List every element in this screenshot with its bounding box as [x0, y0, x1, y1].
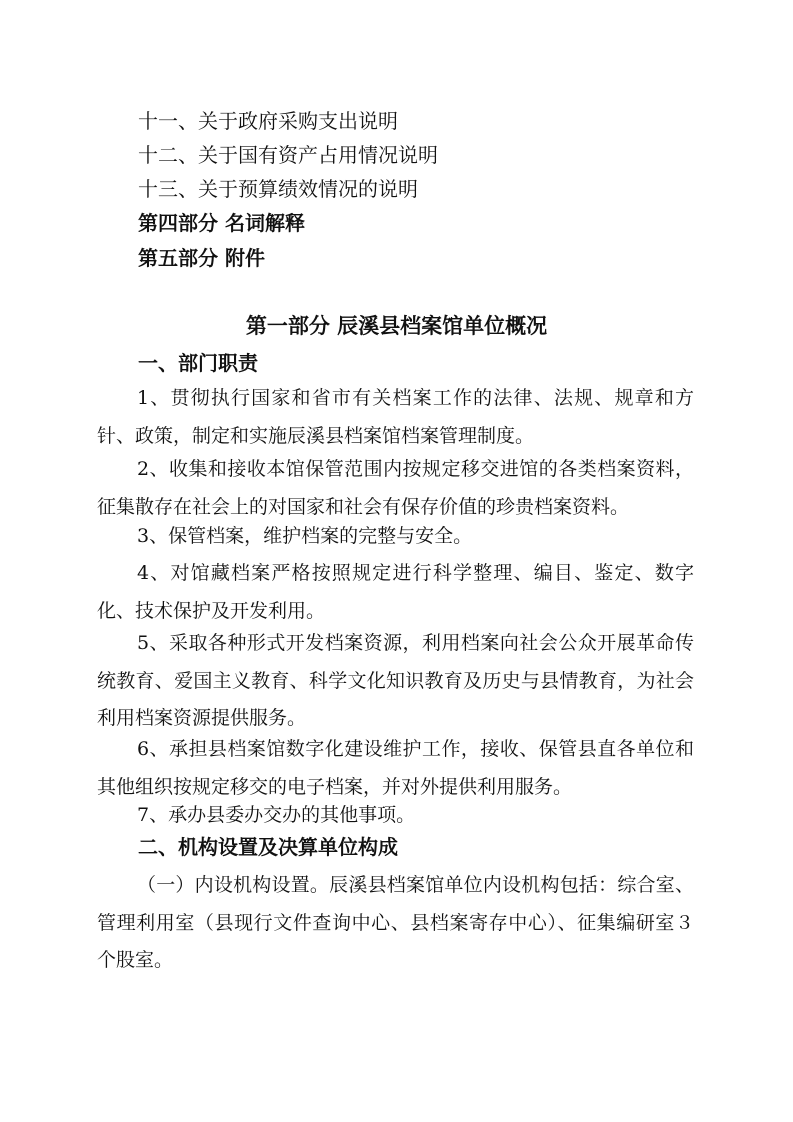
organization-paragraph: （一）内设机构设置。辰溪县档案馆单位内设机构包括：综合室、管理利用室（县现行文件查询中心、县档案寄存中心）、征集编研室３个股室。 [97, 874, 694, 971]
duty-item-7: 7、承办县委办交办的其他事项。 [137, 804, 416, 826]
toc-item-11: 十一、关于政府采购支出说明 [138, 109, 398, 133]
duty-item-5: 5、采取各种形式开发档案资源，利用档案向社会公众开展革命传统教育、爱国主义教育、科学文化知识教育及历史与县情教育，为社会利用档案资源提供服务。 [97, 632, 694, 729]
section-heading-duties: 一、部门职责 [138, 351, 258, 375]
duty-item-4: 4、对馆藏档案严格按照规定进行科学整理、编目、鉴定、数字化、技术保护及开发利用。 [97, 562, 694, 622]
section-heading-organization: 二、机构设置及决算单位构成 [138, 835, 398, 859]
toc-item-12: 十二、关于国有资产占用情况说明 [138, 143, 438, 167]
part-one-title: 第一部分 辰溪县档案馆单位概况 [245, 314, 548, 338]
duty-item-3: 3、保管档案，维护档案的完整与安全。 [137, 525, 473, 547]
duty-item-1: 1、贯彻执行国家和省市有关档案工作的法律、法规、规章和方针、政策，制定和实施辰溪县档案馆档案管理制度。 [97, 387, 694, 447]
toc-part-4: 第四部分 名词解释 [138, 211, 305, 235]
duty-item-2: 2、收集和接收本馆保管范围内按规定移交进馆的各类档案资料，征集散存在社会上的对国家和社会有保存价值的珍贵档案资料。 [97, 458, 694, 518]
toc-item-13: 十三、关于预算绩效情况的说明 [138, 177, 418, 201]
duty-item-6: 6、承担县档案馆数字化建设维护工作，接收、保管县直各单位和其他组织按规定移交的电子档案，并对外提供利用服务。 [97, 738, 694, 798]
toc-part-5: 第五部分 附件 [138, 246, 265, 270]
